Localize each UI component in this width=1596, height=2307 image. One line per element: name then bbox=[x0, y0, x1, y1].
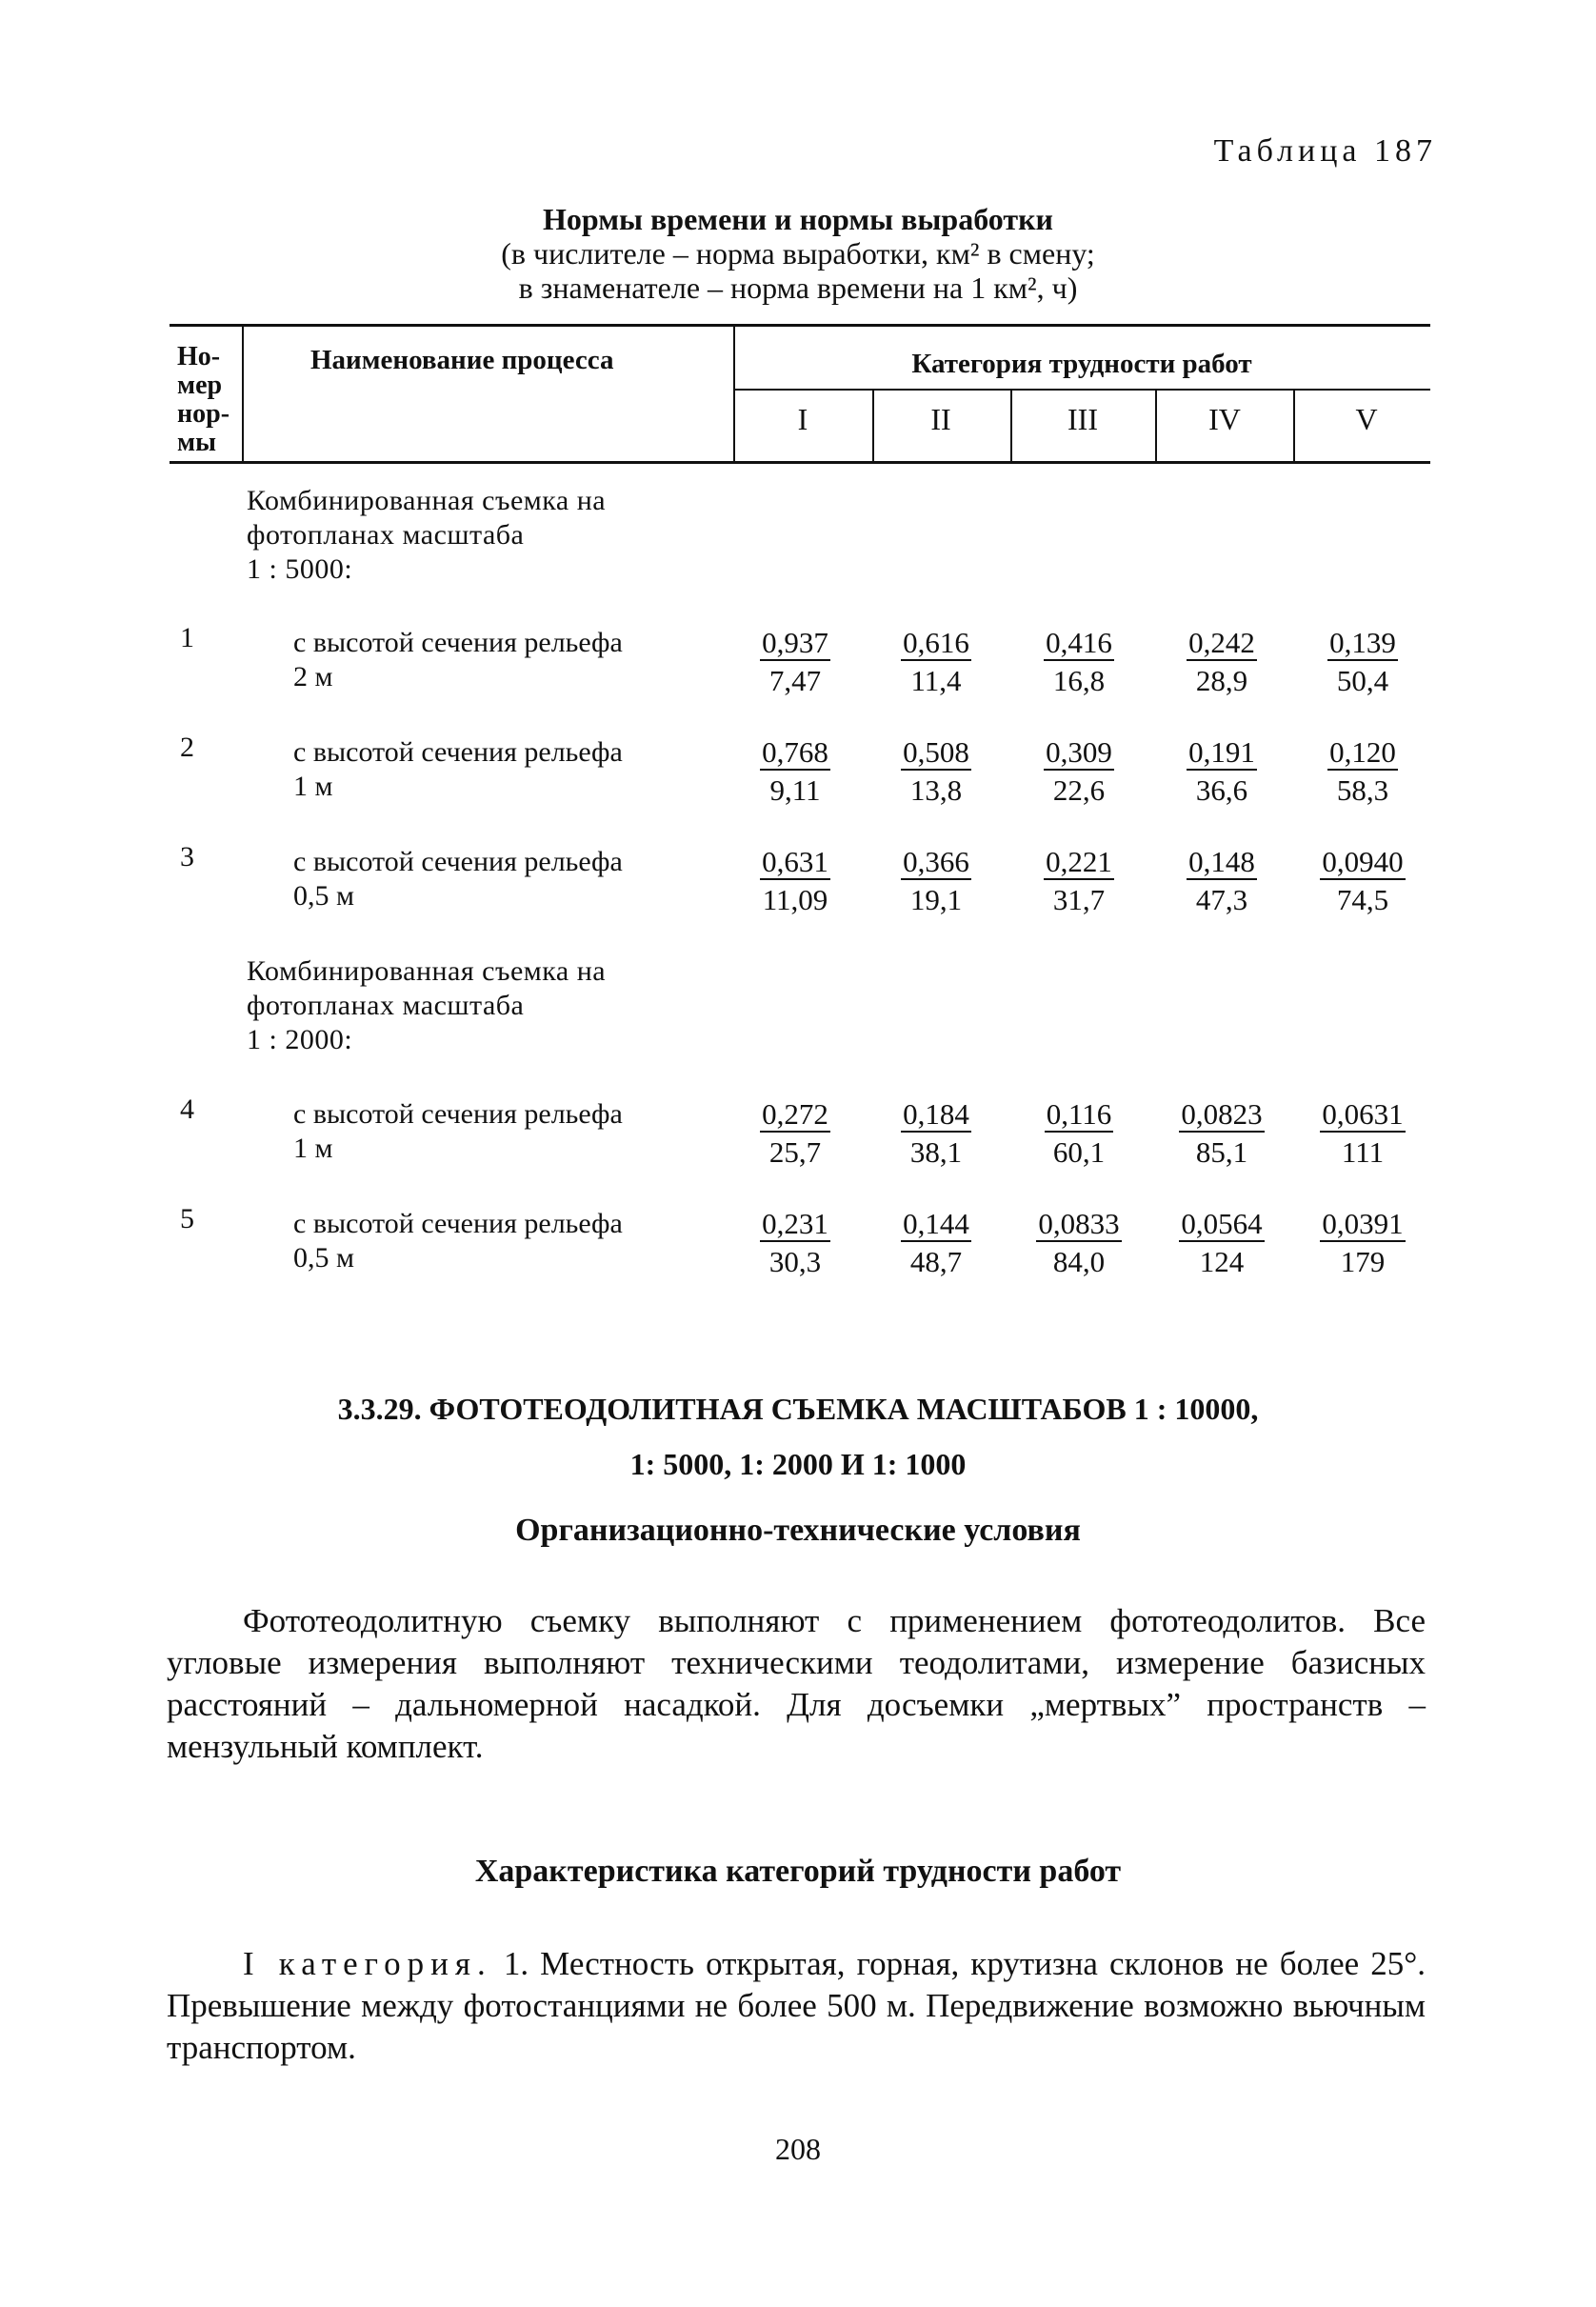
value-cell: $\frac{0,616}{11,4}$ bbox=[903, 626, 969, 697]
value-cell: $\frac{0,242}{28,9}$ bbox=[1188, 626, 1255, 697]
value-cell: $\frac{0,768}{9,11}$ bbox=[762, 735, 828, 807]
header-category-4: IV bbox=[1208, 402, 1241, 436]
header-category-3: III bbox=[1067, 402, 1098, 436]
section-title: 3.3.29. ФОТОТЕОДОЛИТНАЯ СЪЕМКА МАСШТАБОВ 1 : 10000, 1: 5000, 1: 2000 И 1: 1000 bbox=[337, 1392, 1259, 1481]
col-divider-5 bbox=[1155, 391, 1157, 461]
category1-paragraph bbox=[167, 1943, 1426, 2069]
row-number: 2 bbox=[180, 732, 194, 763]
value-cell: $\frac{0,139}{50,4}$ bbox=[1329, 626, 1396, 697]
value-cell: $\frac{0,366}{19,1}$ bbox=[903, 845, 969, 916]
value-cell: $\frac{0,221}{31,7}$ bbox=[1046, 845, 1112, 916]
category1-label: I категория. bbox=[243, 1945, 492, 1982]
value-cell: $\frac{0,0833}{84,0}$ bbox=[1038, 1207, 1120, 1278]
value-cell: $\frac{0,0631}{111}$ bbox=[1322, 1097, 1404, 1169]
category-header-rule bbox=[733, 389, 1430, 391]
value-cell: $\frac{0,0564}{124}$ bbox=[1181, 1207, 1263, 1278]
table-subtitle-line1: (в числителе – норма выработки, км² в смену; bbox=[501, 236, 1095, 271]
page-number: 208 bbox=[775, 2132, 821, 2166]
row-process: с высотой сечения рельефа 0,5 м bbox=[293, 846, 623, 912]
conditions-heading: Организационно-технические условия bbox=[515, 1513, 1081, 1548]
value-cell: $\frac{0,416}{16,8}$ bbox=[1046, 626, 1112, 697]
row-number: 1 bbox=[180, 622, 194, 653]
table-title: Нормы времени и нормы выработки bbox=[543, 202, 1053, 236]
value-cell: $\frac{0,937}{7,47}$ bbox=[762, 626, 828, 697]
col-divider-2 bbox=[733, 326, 735, 461]
value-cell: $\frac{0,191}{36,6}$ bbox=[1188, 735, 1255, 807]
table-subtitle-line2: в знаменателе – норма времени на 1 км², ч) bbox=[518, 271, 1078, 305]
characteristics-heading: Характеристика категорий трудности работ bbox=[474, 1854, 1122, 1889]
header-bottom-rule bbox=[170, 461, 1430, 464]
group-title-1: Комбинированная съемка на фотопланах масштаба 1 : 5000: bbox=[247, 485, 607, 585]
col-divider-1 bbox=[242, 326, 244, 461]
header-category-2: II bbox=[930, 402, 951, 436]
value-cell: $\frac{0,148}{47,3}$ bbox=[1188, 845, 1255, 916]
value-cell: $\frac{0,508}{13,8}$ bbox=[903, 735, 969, 807]
value-cell: $\frac{0,184}{38,1}$ bbox=[903, 1097, 969, 1169]
row-process: с высотой сечения рельефа 0,5 м bbox=[293, 1208, 623, 1274]
value-cell: $\frac{0,309}{22,6}$ bbox=[1046, 735, 1112, 807]
table-label: Таблица 187 bbox=[1213, 133, 1437, 169]
header-category-1: I bbox=[797, 402, 808, 436]
row-number: 5 bbox=[180, 1203, 194, 1234]
header-category-5: V bbox=[1355, 402, 1378, 436]
conditions-paragraph: Фототеодолитную съемку выполняют с применением фототеодолитов. Все угловые измерения выполняют техническими теодолитами, измерение базисных расстояний – дальномерной насадкой. Для досъемки „мертвых” пространств – мензульный комплект. bbox=[167, 1602, 1426, 1765]
value-cell: $\frac{0,0823}{85,1}$ bbox=[1181, 1097, 1263, 1169]
col-divider-4 bbox=[1010, 391, 1012, 461]
value-cell: $\frac{0,272}{25,7}$ bbox=[762, 1097, 828, 1169]
header-col-process: Наименование процесса bbox=[310, 345, 614, 375]
header-col-number: Но- мер нор- мы bbox=[177, 342, 230, 457]
value-cell: $\frac{0,631}{11,09}$ bbox=[762, 845, 828, 916]
category1-text: 1. Местность открытая, горная, крутизна склонов не более 25°. Превышение между фотостанциями не более 500 м. Передвижение возможно вьючным транспортом. bbox=[167, 1945, 1426, 2066]
header-col-category: Категория трудности работ bbox=[911, 349, 1252, 379]
value-cell: $\frac{0,116}{60,1}$ bbox=[1046, 1097, 1112, 1169]
table-top-rule bbox=[170, 324, 1430, 327]
row-process: с высотой сечения рельефа 1 м bbox=[293, 1098, 623, 1164]
row-number: 3 bbox=[180, 841, 194, 873]
value-cell: $\frac{0,231}{30,3}$ bbox=[762, 1207, 828, 1278]
group-title-2: Комбинированная съемка на фотопланах масштаба 1 : 2000: bbox=[247, 955, 607, 1055]
row-process: с высотой сечения рельефа 1 м bbox=[293, 736, 623, 802]
value-cell: $\frac{0,0940}{74,5}$ bbox=[1322, 845, 1404, 916]
value-cell: $\frac{0,120}{58,3}$ bbox=[1329, 735, 1396, 807]
row-number: 4 bbox=[180, 1093, 194, 1125]
col-divider-6 bbox=[1293, 391, 1295, 461]
row-process: с высотой сечения рельефа 2 м bbox=[293, 627, 623, 692]
value-cell: $\frac{0,144}{48,7}$ bbox=[903, 1207, 969, 1278]
value-cell: $\frac{0,0391}{179}$ bbox=[1322, 1207, 1404, 1278]
